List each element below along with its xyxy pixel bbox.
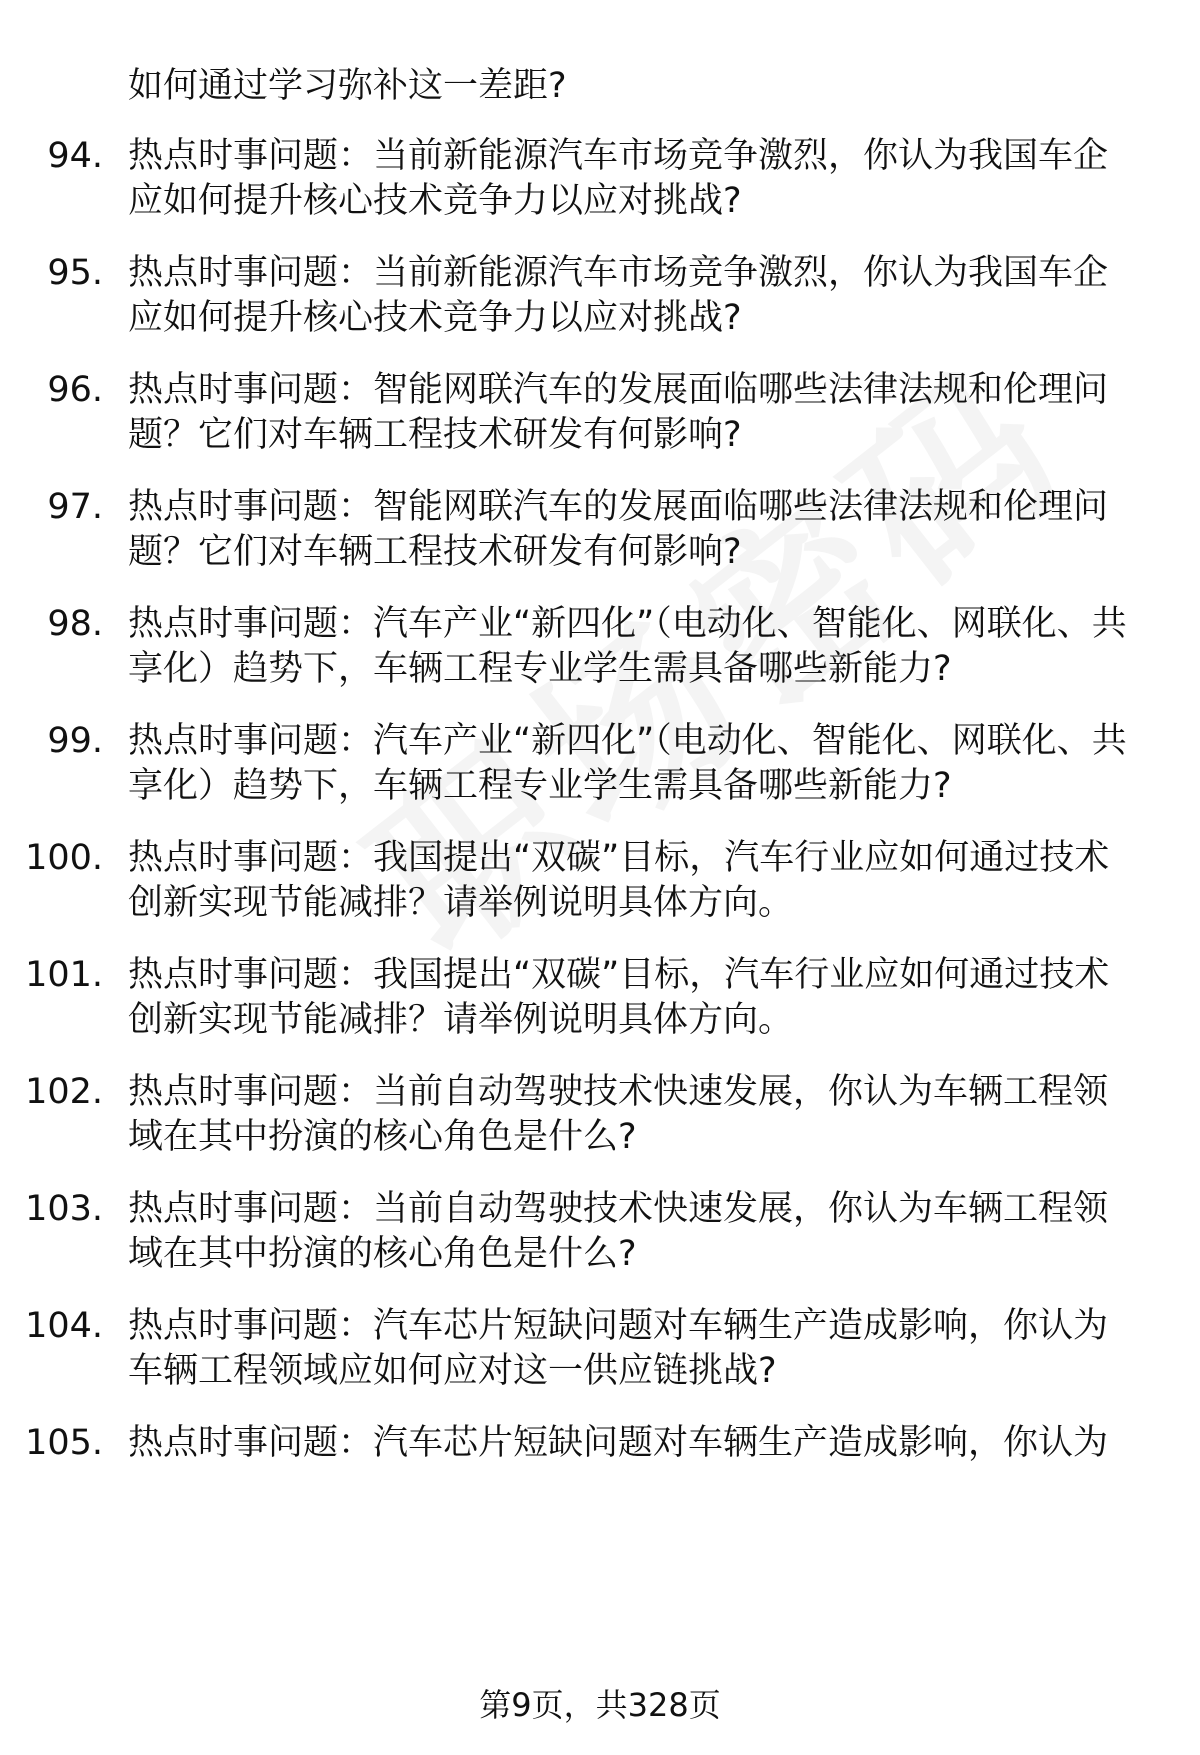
question-text: 热点时事问题：当前新能源汽车市场竞争激烈，你认为我国车企应如何提升核心技术竞争力以应对挑战? [128, 136, 1109, 221]
question-text: 热点时事问题：汽车产业“新四化”（电动化、智能化、网联化、共享化）趋势下，车辆工程专业学生需具备哪些新能力? [128, 721, 1127, 806]
question-text: 热点时事问题：智能网联汽车的发展面临哪些法律法规和伦理问题？它们对车辆工程技术研发有何影响? [128, 370, 1109, 455]
page-footer: 第9页，共328页 [479, 1686, 721, 1724]
question-number: 102. [25, 1072, 103, 1112]
question-text: 热点时事问题：汽车产业“新四化”（电动化、智能化、网联化、共享化）趋势下，车辆工程专业学生需具备哪些新能力? [128, 604, 1127, 689]
question-number: 103. [25, 1189, 103, 1229]
question-number: 95. [47, 253, 103, 293]
question-number: 94. [47, 136, 103, 176]
question-text: 热点时事问题：当前新能源汽车市场竞争激烈，你认为我国车企应如何提升核心技术竞争力以应对挑战? [128, 253, 1109, 338]
question-text: 热点时事问题：当前自动驾驶技术快速发展，你认为车辆工程领域在其中扮演的核心角色是什么? [128, 1189, 1109, 1274]
question-number: 98. [47, 604, 103, 644]
question-number: 97. [47, 487, 103, 527]
question-number: 104. [25, 1306, 103, 1346]
question-text: 热点时事问题：汽车芯片短缺问题对车辆生产造成影响，你认为车辆工程领域应如何应对这一供应链挑战? [128, 1306, 1109, 1391]
question-number: 105. [25, 1423, 103, 1463]
continuation-line: 如何通过学习弥补这一差距? [128, 66, 567, 106]
question-number: 96. [47, 370, 103, 410]
question-text: 热点时事问题：当前自动驾驶技术快速发展，你认为车辆工程领域在其中扮演的核心角色是什么? [128, 1072, 1109, 1157]
question-number: 99. [47, 721, 103, 761]
question-number: 101. [25, 955, 103, 995]
question-text: 热点时事问题：智能网联汽车的发展面临哪些法律法规和伦理问题？它们对车辆工程技术研发有何影响? [128, 487, 1109, 572]
question-text: 热点时事问题：我国提出“双碳”目标，汽车行业应如何通过技术创新实现节能减排？请举例说明具体方向。 [128, 838, 1110, 923]
question-text: 热点时事问题：汽车芯片短缺问题对车辆生产造成影响，你认为 [128, 1423, 1109, 1463]
question-number: 100. [25, 838, 103, 878]
question-text: 热点时事问题：我国提出“双碳”目标，汽车行业应如何通过技术创新实现节能减排？请举例说明具体方向。 [128, 955, 1110, 1040]
